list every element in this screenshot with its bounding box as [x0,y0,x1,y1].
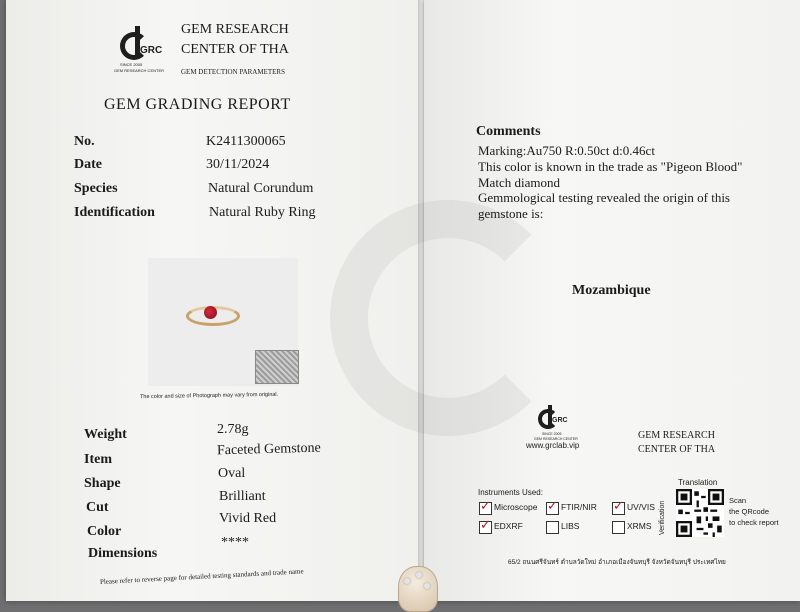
nail-decoration-icon [404,578,410,584]
field-value-date: 30/11/2024 [206,157,270,172]
instrument-label: FTIR/NIR [561,502,597,512]
field-label-date: Date [74,157,102,172]
website-link[interactable]: www.grclab.vip [526,441,580,450]
checkbox-xrms [612,521,625,534]
checkbox-uvvis [612,502,625,515]
checkbox-edxrf [479,521,492,534]
field-label-color: Color [87,524,122,539]
logo-mark: GRC [552,417,568,424]
instruments-heading: Instruments Used: [478,488,543,497]
ruby-stone-icon [204,306,217,319]
field-value-identification: Natural Ruby Ring [209,205,316,220]
field-label-item: Item [84,452,112,467]
field-label-species: Species [74,181,118,196]
logo-since: SINCE 2005 [120,62,143,67]
origin-value: Mozambique [572,283,651,298]
instrument-label: LIBS [561,521,580,531]
watermark-logo-icon [330,200,566,436]
field-value-dimensions: **** [221,535,249,550]
comment-line: Gemmological testing revealed the origin of this [478,190,730,205]
org-name-line2: CENTER OF THA [638,444,716,455]
address-line: 65/2 ถนนศรีจันทร์ ตำบลวัดใหม่ อำเภอเมืองจันทบุรี จังหวัดจันทบุรี ประเทศไทย [508,559,726,566]
qr-code[interactable] [676,489,724,537]
field-value-color: Vivid Red [219,511,277,526]
field-value-cut: Brilliant [219,489,266,504]
grc-logo-icon [536,404,586,444]
org-name-line1: GEM RESEARCH [638,430,715,441]
field-label-shape: Shape [84,476,121,491]
scan-line: to check report [729,518,779,527]
scan-line: the QRcode [729,507,770,516]
scan-line: Scan [729,496,747,505]
checkbox-libs [546,521,559,534]
logo-tagline: GEM RESEARCH CENTER [534,437,578,441]
hologram-seal [255,350,299,384]
report-title: GEM GRADING REPORT [104,96,291,113]
field-value-no: K2411300065 [206,134,286,149]
comment-line: Marking:Au750 R:0.50ct d:0.46ct [478,143,655,158]
verification-label: Verification [659,500,666,535]
instrument-label: UV/VIS [627,502,655,512]
photo-caption: The color and size of Photograph may vary from original. [139,391,279,401]
instrument-label: EDXRF [494,521,523,531]
field-label-cut: Cut [86,500,109,515]
logo-mark: GRC [140,45,163,56]
nail-decoration-icon [416,572,422,578]
instrument-label: XRMS [627,521,652,531]
field-label-identification: Identification [74,205,155,220]
org-subtitle: GEM DETECTION PARAMETERS [181,68,285,76]
footer-note: Please refer to reverse page for detailed testing standards and trade name [99,567,304,586]
comment-line: Match diamond [478,175,560,190]
logo-since: SINCE 2005 [542,432,562,436]
nail-decoration-icon [424,583,430,589]
comment-line: This color is known in the trade as "Pigeon Blood" [478,159,743,174]
logo-tagline: GEM RESEARCH CENTER [114,68,165,73]
checkbox-microscope [479,502,492,515]
field-label-no: No. [74,134,95,149]
org-name-line2: CENTER OF THA [181,42,289,57]
field-label-weight: Weight [84,427,127,442]
field-value-species: Natural Corundum [208,181,314,196]
instrument-label: Microscope [494,502,538,512]
translation-label: Translation [678,478,718,487]
field-value-item: Faceted Gemstone [216,440,321,459]
field-value-weight: 2.78g [217,422,249,437]
comments-heading: Comments [476,124,541,139]
checkbox-ftir [546,502,559,515]
comment-line: gemstone is: [478,206,544,221]
field-label-dimensions: Dimensions [88,546,158,561]
grc-logo-icon [114,24,178,76]
org-name-line1: GEM RESEARCH [181,22,289,37]
field-value-shape: Oval [218,466,246,481]
